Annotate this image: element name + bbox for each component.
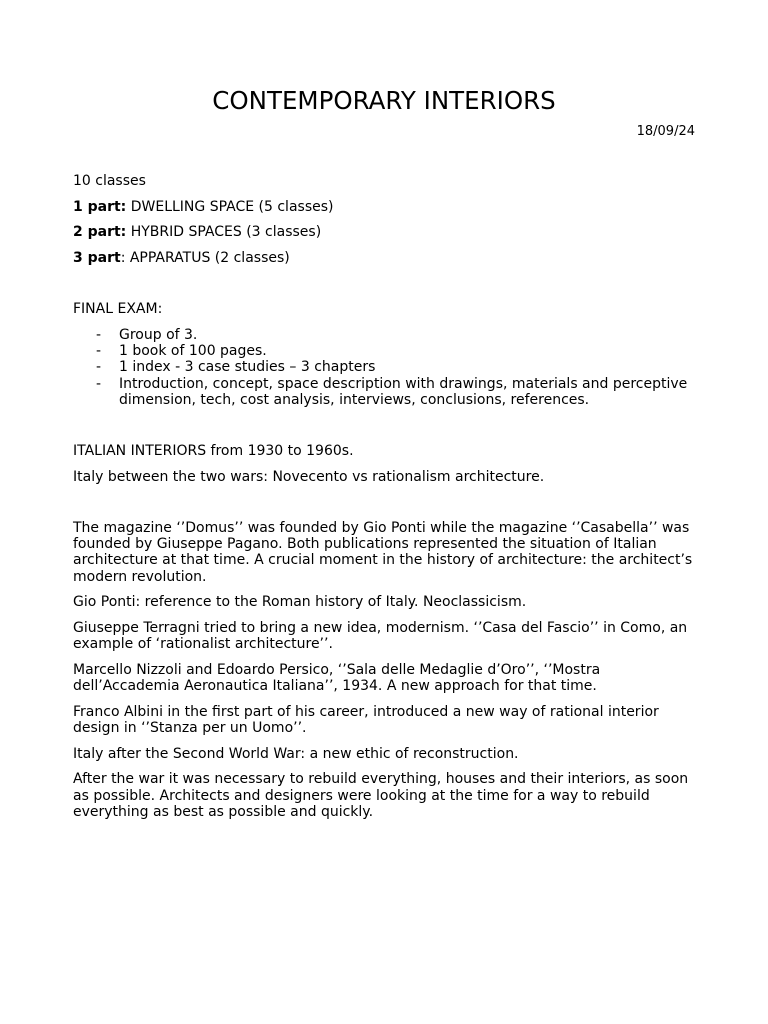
list-item-text: 1 index - 3 case studies – 3 chapters <box>119 359 376 376</box>
document-body <box>73 173 695 820</box>
document-title: CONTEMPORARY INTERIORS <box>212 86 556 115</box>
paragraph: Giuseppe Terragni tried to bring a new idea, modernism. ‘’Casa del Fascio’’ in Como, an example of ‘rationalist architecture’’. <box>73 619 688 653</box>
final-exam-heading: FINAL EXAM: <box>73 301 163 318</box>
course-part-3 <box>73 250 695 266</box>
document-date: 18/09/24 <box>636 124 695 139</box>
paragraph: Gio Ponti: reference to the Roman history of Italy. Neoclassicism. <box>73 594 527 611</box>
list-item <box>73 359 695 375</box>
course-part-text: DWELLING SPACE (5 classes) <box>126 198 334 215</box>
list-item-text: Introduction, concept, space description with drawings, materials and perceptive dimension, tech, cost analysis, interviews, conclusions, references. <box>119 375 688 408</box>
section-intro: Italy between the two wars: Novecento vs rationalism architecture. <box>73 468 545 485</box>
course-part-1 <box>73 199 695 215</box>
course-part-label: 3 part <box>73 250 121 267</box>
section-heading: ITALIAN INTERIORS from 1930 to 1960s. <box>73 443 354 460</box>
paragraph: After the war it was necessary to rebuild everything, houses and their interiors, as soon as possible. Architects and designers were looking at the time for a way to rebuild everything as best as possible and quickly. <box>73 771 689 820</box>
bullet-dash: - <box>96 327 102 344</box>
bullet-dash: - <box>96 343 102 360</box>
list-item <box>73 343 695 359</box>
bullet-dash: - <box>96 359 102 376</box>
list-item-text: Group of 3. <box>119 327 198 344</box>
list-item <box>73 376 695 408</box>
course-part-label: 1 part: <box>73 198 127 215</box>
final-exam-list <box>73 327 695 408</box>
bullet-dash: - <box>96 375 102 392</box>
course-part-text: : APPARATUS (2 classes) <box>120 250 290 267</box>
class-count: 10 classes <box>73 173 146 189</box>
course-part-text: HYBRID SPACES (3 classes) <box>126 224 322 241</box>
course-part-2 <box>73 224 695 240</box>
paragraph: The magazine ‘’Domus’’ was founded by Gio Ponti while the magazine ‘’Casabella’’ was founded by Giuseppe Pagano. Both publications represented the situation of Italian architecture at that time. A crucial moment in the history of architecture: the architect’s modern revolution. <box>73 519 693 585</box>
paragraph: Marcello Nizzoli and Edoardo Persico, ‘’Sala delle Medaglie d’Oro’’, ‘’Mostra dell’Accademia Aeronautica Italiana’’, 1934. A new approach for that time. <box>73 661 601 695</box>
paragraph: Franco Albini in the first part of his career, introduced a new way of rational interior design in ‘’Stanza per un Uomo’’. <box>73 703 659 736</box>
paragraph: Italy after the Second World War: a new ethic of reconstruction. <box>73 745 519 762</box>
course-part-label: 2 part: <box>73 224 127 241</box>
list-item-text: 1 book of 100 pages. <box>119 343 267 360</box>
list-item <box>73 327 695 343</box>
